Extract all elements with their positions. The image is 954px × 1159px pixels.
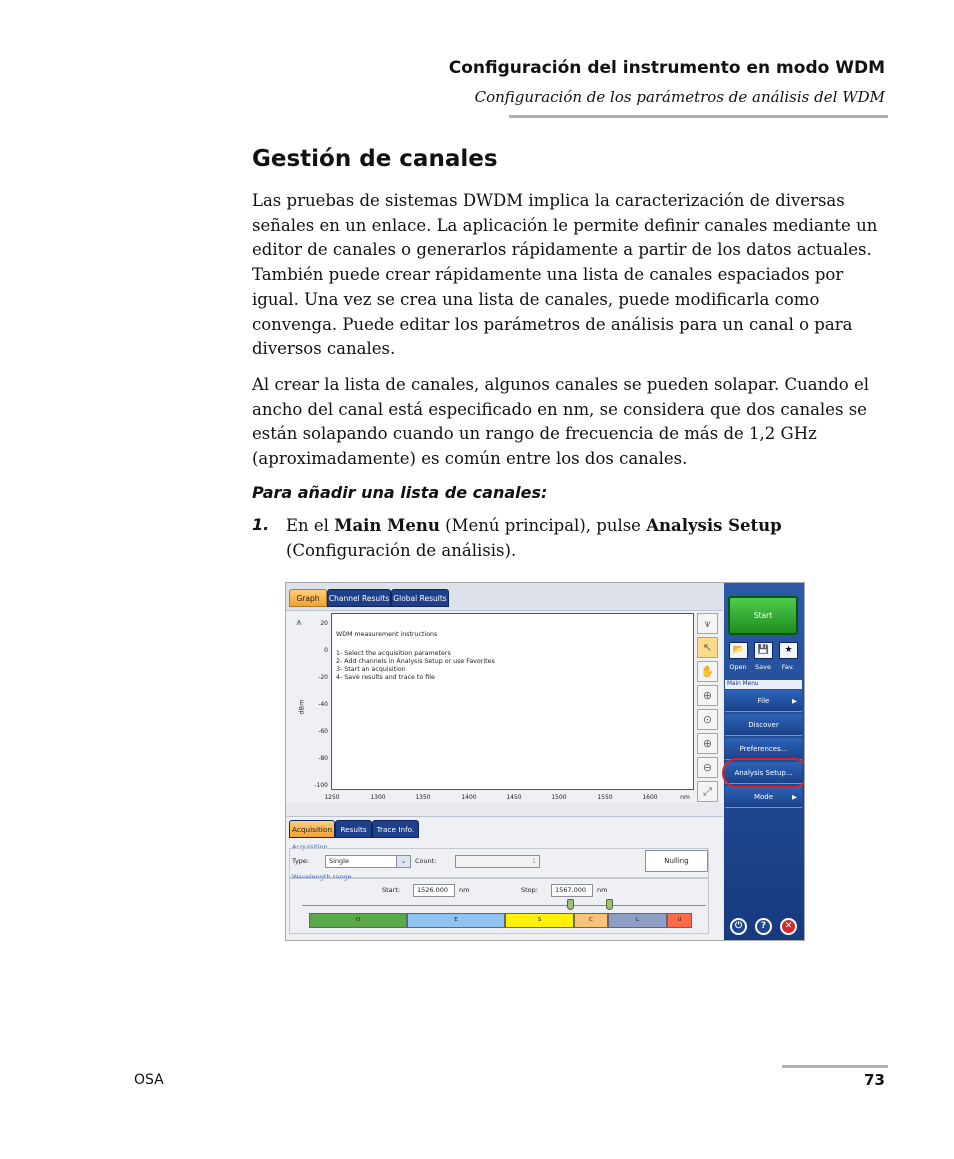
step-number: 1. xyxy=(252,515,270,534)
start-wavelength-input[interactable]: 1526.000 xyxy=(413,884,455,897)
x-unit: nm xyxy=(680,794,690,801)
tab-trace-info[interactable]: Trace Info. xyxy=(372,820,419,838)
analysis-setup-term: Analysis Setup xyxy=(646,516,782,535)
tab-channel-results[interactable]: Channel Results xyxy=(327,589,391,607)
save-disk-icon[interactable]: 💾 xyxy=(754,642,773,659)
x-tick: 1350 xyxy=(415,794,431,801)
y-tick: -60 xyxy=(318,728,328,735)
menu-item-mode[interactable]: Mode ▶ xyxy=(725,786,802,808)
instruction-line: 4- Save results and trace to file xyxy=(336,674,435,681)
spectrum-icon[interactable]: ⩚ xyxy=(296,617,302,628)
y-tick: 0 xyxy=(324,647,328,654)
band-s: S xyxy=(505,913,574,928)
band-e: E xyxy=(407,913,505,928)
result-tab-bar xyxy=(286,583,723,611)
page-number: 73 xyxy=(864,1071,885,1089)
wavelength-group-label: Wavelength range xyxy=(292,873,352,881)
zoom-area-icon[interactable]: ⊕ xyxy=(697,685,718,706)
acquisition-group-label: Acquisition xyxy=(292,843,328,851)
menu-item-preferences[interactable]: Preferences... xyxy=(725,738,802,760)
tab-graph[interactable]: Graph xyxy=(289,589,327,607)
stop-label: Stop: xyxy=(521,886,538,894)
trace-view-icon[interactable]: ⩛ xyxy=(697,613,718,634)
y-tick: -40 xyxy=(318,701,328,708)
pointer-icon[interactable]: ↖ xyxy=(697,637,718,658)
type-select[interactable]: Single ⌄ xyxy=(325,855,411,868)
tab-results[interactable]: Results xyxy=(335,820,372,838)
band-l: L xyxy=(608,913,667,928)
open-label: Open xyxy=(729,663,747,671)
main-menu-header: Main Menu xyxy=(725,680,802,689)
chapter-title: Configuración del instrumento en modo WDM xyxy=(448,58,885,78)
y-tick: -20 xyxy=(318,674,328,681)
nulling-button[interactable]: Nulling xyxy=(645,850,708,872)
start-unit: nm xyxy=(459,886,470,894)
osa-screenshot xyxy=(285,582,805,941)
type-label: Type: xyxy=(292,857,310,865)
tab-global-results[interactable]: Global Results xyxy=(391,589,449,607)
instruction-line: 1- Select the acquisition parameters xyxy=(336,650,451,657)
paragraph-1: Las pruebas de sistemas DWDM implica la caracterización de diversas señales en un enlace. La aplicación le permite definir canales mediante un editor de canales o generarlos rápidamente a partir de los datos actuales. También puede crear rápidamente una lista de canales espaciados por igual. Una vez se crea una lista de canales, puede modificarla como convenga. Puede editar los parámetros de análisis para un canal o para diversos canales. xyxy=(252,191,878,359)
x-tick: 1450 xyxy=(506,794,522,801)
count-field[interactable]: 1 xyxy=(455,855,540,868)
instruction-line: 2- Add channels in Analysis Setup or use Favorites xyxy=(336,658,495,665)
favorite-star-icon[interactable]: ★ xyxy=(779,642,798,659)
plot-area[interactable] xyxy=(331,613,694,790)
zoom-out-icon[interactable]: ⊖ xyxy=(697,757,718,778)
procedure-title: Para añadir una lista de canales: xyxy=(252,483,548,502)
x-tick: 1550 xyxy=(597,794,613,801)
start-button[interactable]: Start xyxy=(728,596,798,635)
open-folder-icon[interactable]: 📂 xyxy=(729,642,748,659)
count-label: Count: xyxy=(415,857,437,865)
band-c: C xyxy=(574,913,608,928)
graph-panel xyxy=(286,611,723,803)
step-1-text: En el Main Menu (Menú principal), pulse Analysis Setup (Configuración de análisis). xyxy=(286,516,782,560)
menu-item-analysis-setup[interactable]: Analysis Setup... xyxy=(725,762,802,784)
instruction-line: 3- Start an acquisition xyxy=(336,666,406,673)
page-heading: Gestión de canales xyxy=(252,146,498,172)
fav-label: Fav. xyxy=(781,663,795,671)
band-u: U xyxy=(667,913,692,928)
settings-panel xyxy=(286,816,723,941)
help-icon[interactable]: ? xyxy=(755,918,772,935)
y-tick: 20 xyxy=(320,620,328,627)
start-label: Start: xyxy=(382,886,401,894)
menu-item-file[interactable]: File ▶ xyxy=(725,690,802,712)
save-label: Save xyxy=(755,663,771,671)
y-axis-label: dBm xyxy=(297,699,306,715)
main-menu-term: Main Menu xyxy=(334,516,440,535)
band-o: O xyxy=(309,913,407,928)
analysis-setup-highlight xyxy=(722,758,805,788)
close-icon[interactable]: ✕ xyxy=(780,918,797,935)
paragraph-2: Al crear la lista de canales, algunos canales se pueden solapar. Cuando el ancho del canal está especificado en nm, se considera que dos canales se están solapando cuando un rango de frecuencia de más de 1,2 GHz (aproximadamente) es común entre los dos canales. xyxy=(252,375,869,469)
zoom-in-icon[interactable]: ⊕ xyxy=(697,733,718,754)
submenu-arrow-icon: ▶ xyxy=(792,697,797,705)
x-tick: 1500 xyxy=(551,794,567,801)
y-tick: -80 xyxy=(318,755,328,762)
y-tick: -100 xyxy=(314,782,328,789)
zoom-icon[interactable]: ⊙ xyxy=(697,709,718,730)
tab-acquisition[interactable]: Acquisition xyxy=(289,820,335,838)
footer-rule xyxy=(782,1065,888,1068)
section-title: Configuración de los parámetros de análisis del WDM xyxy=(474,88,885,106)
stop-wavelength-input[interactable]: 1567.000 xyxy=(551,884,593,897)
start-slider-handle[interactable] xyxy=(567,899,574,910)
menu-item-discover[interactable]: Discover xyxy=(725,714,802,736)
submenu-arrow-icon: ▶ xyxy=(792,793,797,801)
pan-hand-icon[interactable]: ✋ xyxy=(697,661,718,682)
x-tick: 1600 xyxy=(642,794,658,801)
wavelength-slider-track[interactable] xyxy=(302,905,706,906)
header-rule xyxy=(509,115,888,118)
stop-unit: nm xyxy=(597,886,608,894)
x-tick: 1400 xyxy=(461,794,477,801)
x-tick: 1250 xyxy=(324,794,340,801)
full-view-icon[interactable]: ⤢ xyxy=(697,781,718,802)
instructions-title: WDM measurement instructions xyxy=(336,631,438,638)
stop-slider-handle[interactable] xyxy=(606,899,613,910)
chevron-down-icon[interactable]: ⌄ xyxy=(396,856,410,867)
footer-product: OSA xyxy=(134,1072,164,1088)
x-tick: 1300 xyxy=(370,794,386,801)
power-icon[interactable]: ⏻ xyxy=(730,918,747,935)
